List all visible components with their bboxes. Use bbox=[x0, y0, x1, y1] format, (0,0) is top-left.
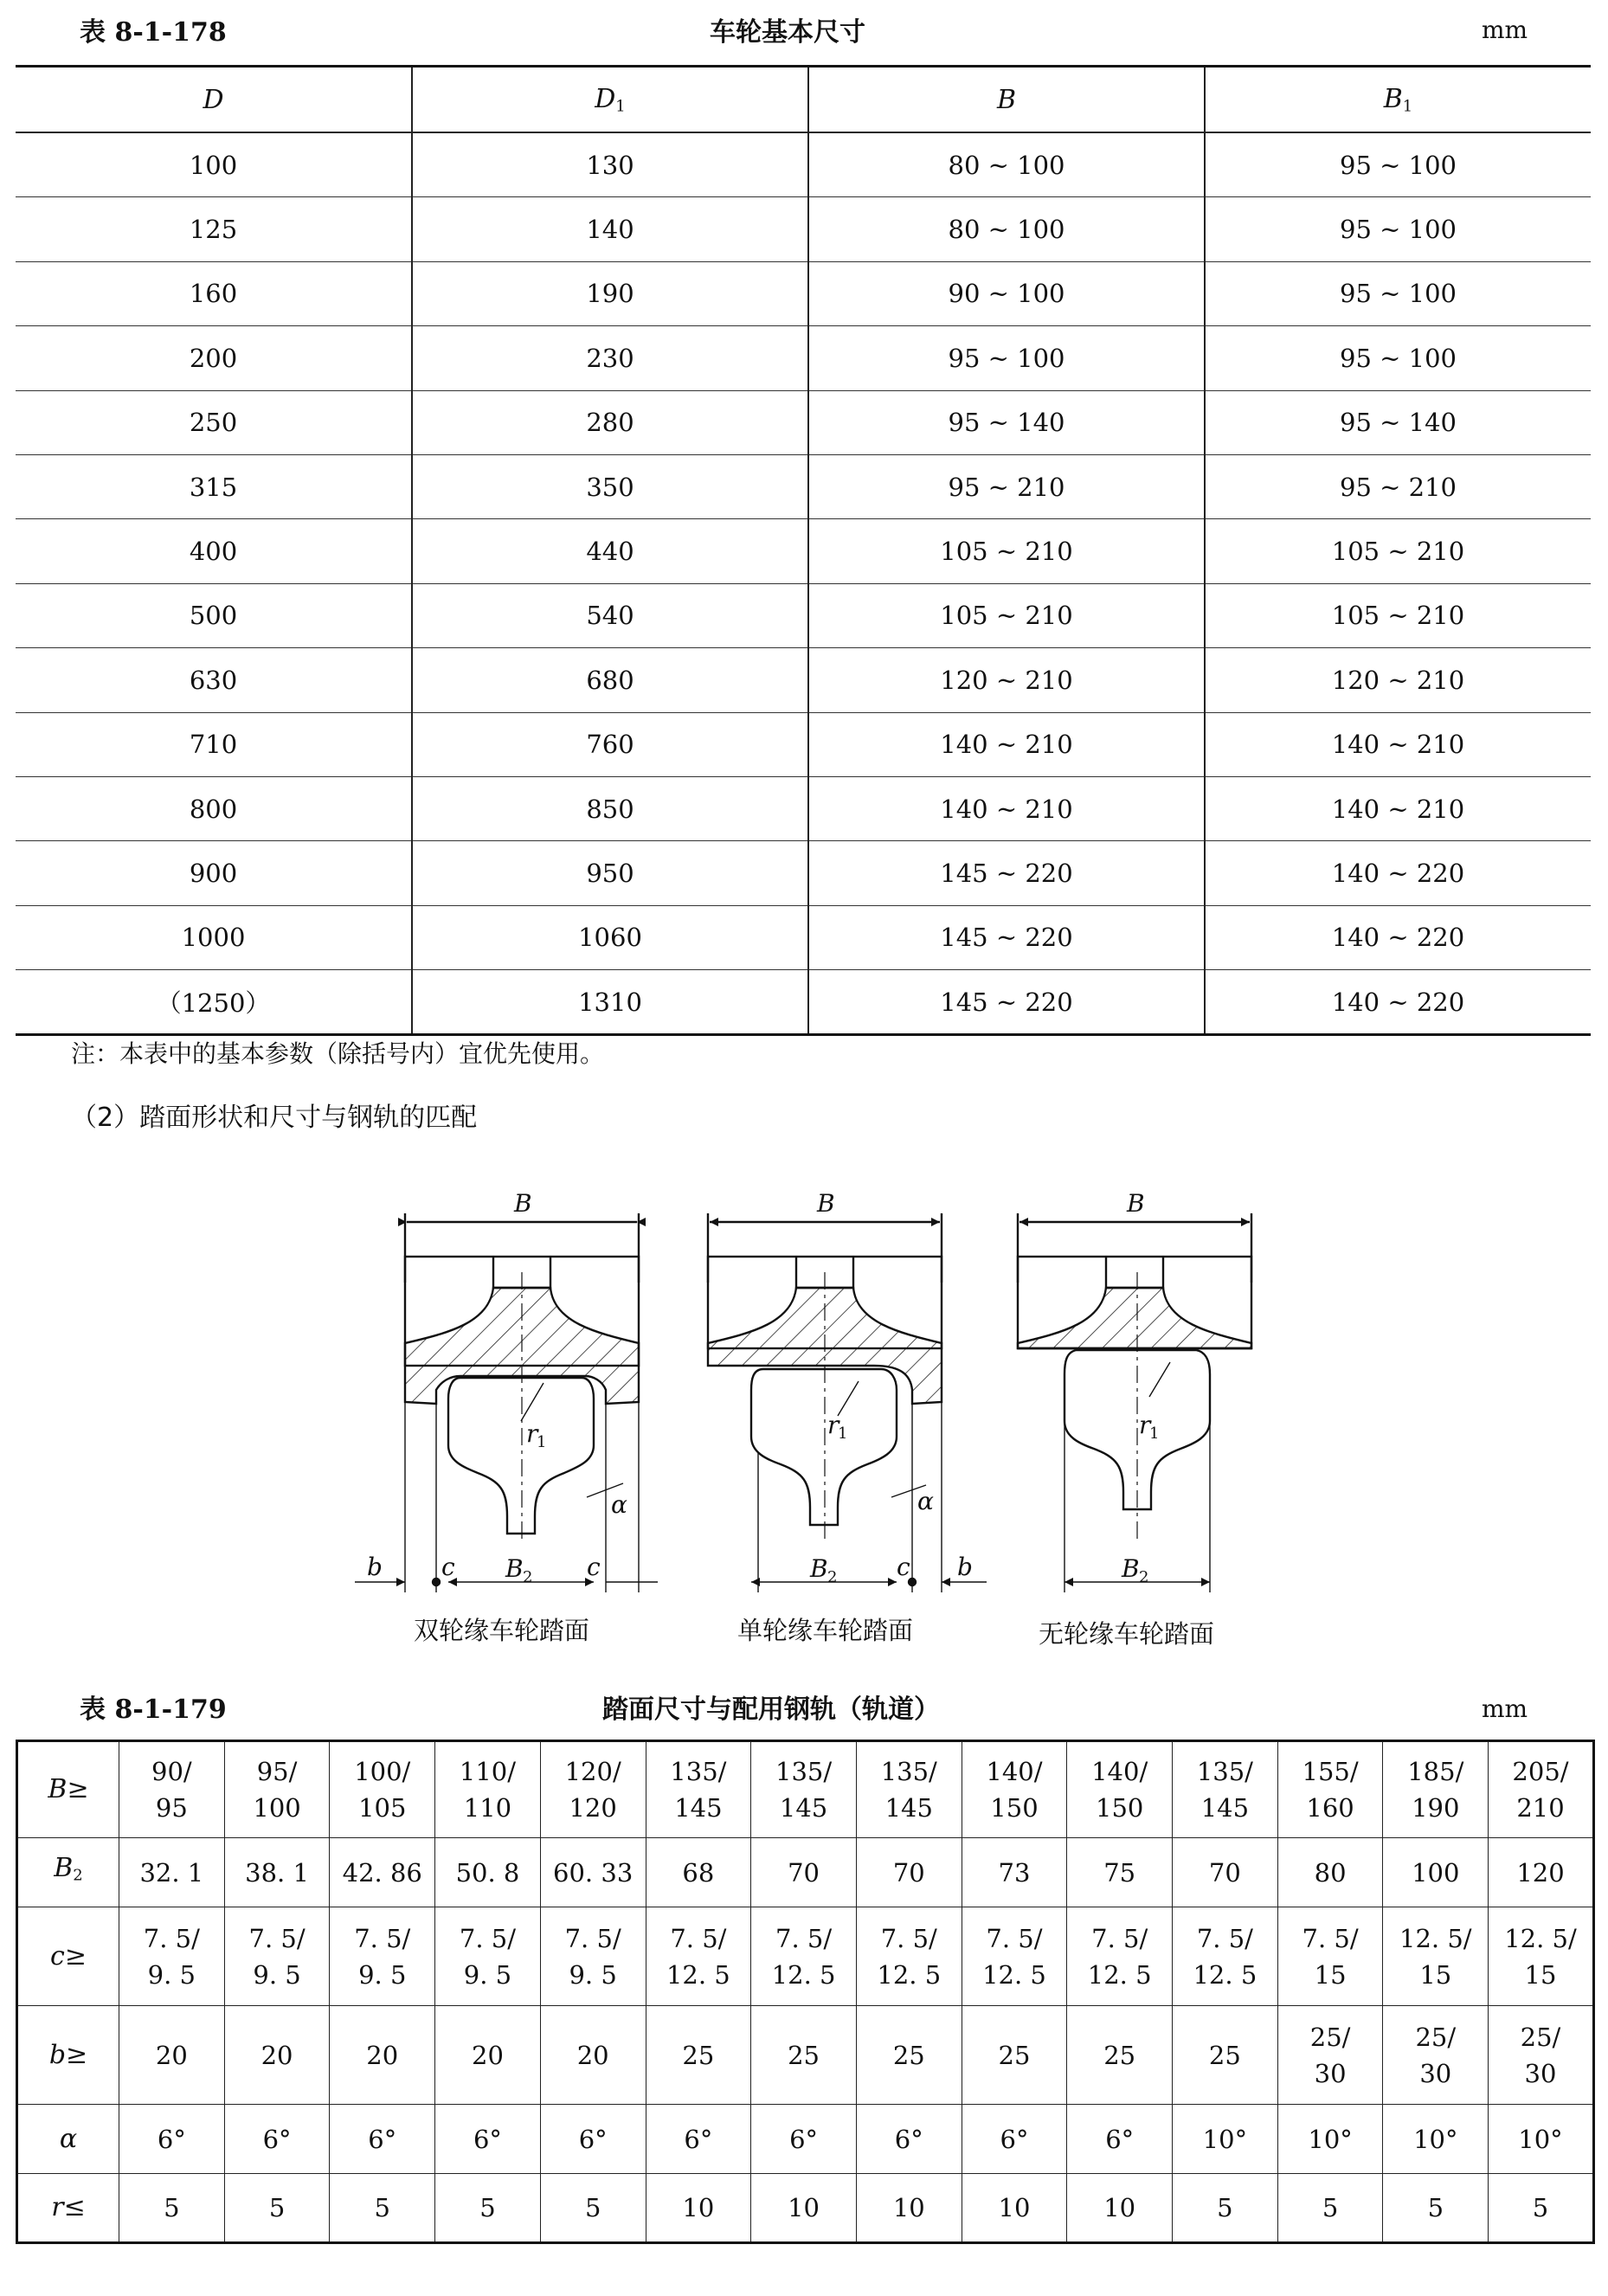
table-cell: 400 bbox=[16, 519, 412, 583]
table-cell: 800 bbox=[16, 776, 412, 840]
table-cell: 950 bbox=[412, 841, 808, 905]
table-cell: 7. 5/ 12. 5 bbox=[1173, 1907, 1278, 2006]
table-cell: 145 ~ 220 bbox=[808, 841, 1205, 905]
table-cell: 95 ~ 140 bbox=[1205, 390, 1591, 454]
table-cell: 440 bbox=[412, 519, 808, 583]
table-cell: 1000 bbox=[16, 905, 412, 969]
table-cell: 105 ~ 210 bbox=[808, 519, 1205, 583]
figure-caption-double-flange: 双轮缘车轮踏面 bbox=[414, 1616, 590, 1645]
table-cell: 140/ 150 bbox=[1067, 1741, 1173, 1838]
w2-B-label: B bbox=[817, 1189, 835, 1218]
w1-r1-sub: 1 bbox=[537, 1433, 547, 1451]
table-cell: 7. 5/ 15 bbox=[1277, 1907, 1383, 2006]
table-row bbox=[16, 583, 1591, 647]
table-cell: 75 bbox=[1067, 1838, 1173, 1907]
row-label: c≥ bbox=[17, 1907, 119, 2006]
table2-title: 踏面尺寸与配用钢轨（轨道） bbox=[602, 1695, 940, 1725]
table-cell: 135/ 145 bbox=[1173, 1741, 1278, 1838]
row-label: $B_2$ bbox=[17, 1838, 119, 1907]
table-cell: 145 ~ 220 bbox=[808, 970, 1205, 1035]
table-cell: 6° bbox=[962, 2105, 1067, 2174]
row-label: α bbox=[17, 2105, 119, 2174]
table-cell: 140 ~ 220 bbox=[1205, 905, 1591, 969]
table-cell: 7. 5/ 9. 5 bbox=[435, 1907, 541, 2006]
table-cell: 10 bbox=[751, 2174, 857, 2243]
table1-header-row bbox=[16, 67, 1591, 133]
tread-rail-matching-table bbox=[16, 1740, 1595, 2244]
table-cell: （1250） bbox=[16, 970, 412, 1035]
table-cell: 5 bbox=[1173, 2174, 1278, 2243]
table-cell: 95 ~ 100 bbox=[808, 326, 1205, 390]
table-cell: 105 ~ 210 bbox=[808, 583, 1205, 647]
table1-header-1: $D_1$ bbox=[412, 67, 808, 133]
table-cell: 7. 5/ 9. 5 bbox=[224, 1907, 330, 2006]
table-cell: 6° bbox=[435, 2105, 541, 2174]
table-cell: 1060 bbox=[412, 905, 808, 969]
table-cell: 73 bbox=[962, 1838, 1067, 1907]
table-cell: 10° bbox=[1383, 2105, 1489, 2174]
table-cell: 80 ~ 100 bbox=[808, 197, 1205, 261]
table-cell: 630 bbox=[16, 648, 412, 712]
table-cell: 110/ 110 bbox=[435, 1741, 541, 1838]
table-cell: 140 ~ 210 bbox=[808, 776, 1205, 840]
w2-B2-label: B bbox=[810, 1554, 828, 1583]
table-cell: 6° bbox=[540, 2105, 646, 2174]
table-cell: 7. 5/ 9. 5 bbox=[540, 1907, 646, 2006]
table-cell: 80 ~ 100 bbox=[808, 132, 1205, 197]
table-row bbox=[16, 197, 1591, 261]
table-cell: 20 bbox=[119, 2006, 225, 2105]
table-cell: 10° bbox=[1173, 2105, 1278, 2174]
w1-b-label: b bbox=[367, 1553, 383, 1581]
table-cell: 5 bbox=[1383, 2174, 1489, 2243]
table1-body bbox=[16, 132, 1591, 1035]
table-cell: 5 bbox=[540, 2174, 646, 2243]
table-cell: 10 bbox=[856, 2174, 962, 2243]
table-cell: 680 bbox=[412, 648, 808, 712]
table-cell: 1310 bbox=[412, 970, 808, 1035]
w1-B-label: B bbox=[514, 1189, 532, 1218]
w3-B-label: B bbox=[1127, 1189, 1145, 1218]
table-cell: 230 bbox=[412, 326, 808, 390]
table-row bbox=[16, 712, 1591, 776]
table1-title: 车轮基本尺寸 bbox=[710, 17, 865, 48]
table-cell: 7. 5/ 12. 5 bbox=[856, 1907, 962, 2006]
table-cell: 6° bbox=[119, 2105, 225, 2174]
table-cell: 500 bbox=[16, 583, 412, 647]
table-row bbox=[16, 132, 1591, 197]
flangeless-wheel-drawing bbox=[1018, 1213, 1251, 1592]
table-cell: 10° bbox=[1489, 2105, 1594, 2174]
table-cell: 140/ 150 bbox=[962, 1741, 1067, 1838]
table-row bbox=[16, 841, 1591, 905]
table-cell: 60. 33 bbox=[540, 1838, 646, 1907]
table-cell: 140 ~ 210 bbox=[808, 712, 1205, 776]
table-cell: 20 bbox=[224, 2006, 330, 2105]
table-cell: 95 ~ 140 bbox=[808, 390, 1205, 454]
table-cell: 6° bbox=[1067, 2105, 1173, 2174]
table-row bbox=[16, 970, 1591, 1035]
table-cell: 7. 5/ 12. 5 bbox=[646, 1907, 751, 2006]
table-cell: 12. 5/ 15 bbox=[1489, 1907, 1594, 2006]
w1-c-right-label: c bbox=[587, 1553, 601, 1581]
table-cell: 7. 5/ 9. 5 bbox=[119, 1907, 225, 2006]
table-cell: 120 ~ 210 bbox=[1205, 648, 1591, 712]
table-cell: 540 bbox=[412, 583, 808, 647]
table-cell: 120/ 120 bbox=[540, 1741, 646, 1838]
table-cell: 7. 5/ 9. 5 bbox=[330, 1907, 435, 2006]
table-cell: 850 bbox=[412, 776, 808, 840]
table-cell: 25 bbox=[1173, 2006, 1278, 2105]
table-cell: 10 bbox=[646, 2174, 751, 2243]
table-cell: 140 ~ 220 bbox=[1205, 841, 1591, 905]
w1-alpha-label: α bbox=[611, 1490, 627, 1519]
table2-body bbox=[17, 1741, 1594, 2243]
table-cell: 160 bbox=[16, 261, 412, 325]
table-row bbox=[16, 519, 1591, 583]
w1-B2-label: B bbox=[505, 1554, 524, 1583]
row-label: r≤ bbox=[17, 2174, 119, 2243]
table-cell: 32. 1 bbox=[119, 1838, 225, 1907]
table-cell: 70 bbox=[1173, 1838, 1278, 1907]
table-cell: 95/ 100 bbox=[224, 1741, 330, 1838]
table-cell: 42. 86 bbox=[330, 1838, 435, 1907]
w1-r1-label: r bbox=[526, 1419, 538, 1448]
row-label: B≥ bbox=[17, 1741, 119, 1838]
table-cell: 350 bbox=[412, 454, 808, 518]
table-cell: 140 ~ 210 bbox=[1205, 712, 1591, 776]
table-cell: 90/ 95 bbox=[119, 1741, 225, 1838]
table-cell: 5 bbox=[1489, 2174, 1594, 2243]
table-cell: 200 bbox=[16, 326, 412, 390]
table-cell: 120 bbox=[1489, 1838, 1594, 1907]
table-cell: 205/ 210 bbox=[1489, 1741, 1594, 1838]
table-cell: 10 bbox=[962, 2174, 1067, 2243]
table-cell: 5 bbox=[435, 2174, 541, 2243]
table-cell: 95 ~ 100 bbox=[1205, 326, 1591, 390]
table-cell: 6° bbox=[330, 2105, 435, 2174]
table-cell: 5 bbox=[224, 2174, 330, 2243]
table-cell: 100 bbox=[1383, 1838, 1489, 1907]
table-row bbox=[17, 2174, 1594, 2243]
table-cell: 125 bbox=[16, 197, 412, 261]
table-cell: 20 bbox=[435, 2006, 541, 2105]
table-cell: 760 bbox=[412, 712, 808, 776]
w2-c-label: c bbox=[897, 1553, 910, 1581]
table-cell: 95 ~ 210 bbox=[1205, 454, 1591, 518]
table-cell: 280 bbox=[412, 390, 808, 454]
table-cell: 68 bbox=[646, 1838, 751, 1907]
table-cell: 6° bbox=[856, 2105, 962, 2174]
table-cell: 140 ~ 210 bbox=[1205, 776, 1591, 840]
table-cell: 6° bbox=[646, 2105, 751, 2174]
table-cell: 5 bbox=[330, 2174, 435, 2243]
table-cell: 25 bbox=[751, 2006, 857, 2105]
table-cell: 7. 5/ 12. 5 bbox=[1067, 1907, 1173, 2006]
table-row bbox=[16, 905, 1591, 969]
table1-header-0: D bbox=[16, 67, 412, 133]
table-cell: 135/ 145 bbox=[856, 1741, 962, 1838]
table-cell: 155/ 160 bbox=[1277, 1741, 1383, 1838]
table-cell: 120 ~ 210 bbox=[808, 648, 1205, 712]
tread-profile-figure bbox=[0, 1177, 1608, 1662]
table-cell: 6° bbox=[224, 2105, 330, 2174]
section-heading: （2）踏面形状和尺寸与钢轨的匹配 bbox=[71, 1103, 478, 1133]
table-cell: 5 bbox=[119, 2174, 225, 2243]
table2-unit: mm bbox=[1482, 1695, 1528, 1723]
table-cell: 70 bbox=[856, 1838, 962, 1907]
table-cell: 25 bbox=[856, 2006, 962, 2105]
table-cell: 95 ~ 100 bbox=[1205, 261, 1591, 325]
w3-B2-label: B bbox=[1122, 1554, 1140, 1583]
table-cell: 5 bbox=[1277, 2174, 1383, 2243]
table-cell: 25/ 30 bbox=[1489, 2006, 1594, 2105]
table-row bbox=[17, 2006, 1594, 2105]
table-cell: 25 bbox=[646, 2006, 751, 2105]
table-cell: 185/ 190 bbox=[1383, 1741, 1489, 1838]
table-cell: 6° bbox=[751, 2105, 857, 2174]
table-cell: 250 bbox=[16, 390, 412, 454]
table-cell: 145 ~ 220 bbox=[808, 905, 1205, 969]
table-row bbox=[17, 1741, 1594, 1838]
table-cell: 38. 1 bbox=[224, 1838, 330, 1907]
single-flange-wheel-drawing bbox=[708, 1213, 987, 1592]
table-cell: 100/ 105 bbox=[330, 1741, 435, 1838]
w2-B2-sub: 2 bbox=[827, 1568, 838, 1586]
table-cell: 100 bbox=[16, 132, 412, 197]
double-flange-wheel-drawing bbox=[355, 1213, 658, 1592]
figure-caption-single-flange: 单轮缘车轮踏面 bbox=[737, 1616, 914, 1645]
wheel-dimensions-table bbox=[16, 65, 1591, 1036]
table-cell: 315 bbox=[16, 454, 412, 518]
table-cell: 10° bbox=[1277, 2105, 1383, 2174]
table-row bbox=[16, 454, 1591, 518]
table1-header-2: B bbox=[808, 67, 1205, 133]
table-cell: 25/ 30 bbox=[1277, 2006, 1383, 2105]
table-cell: 105 ~ 210 bbox=[1205, 583, 1591, 647]
table-row bbox=[16, 326, 1591, 390]
table-cell: 95 ~ 210 bbox=[808, 454, 1205, 518]
w1-c-left-label: c bbox=[441, 1553, 455, 1581]
table1-number: 表 8-1-178 bbox=[80, 17, 227, 48]
w2-r1-sub: 1 bbox=[838, 1425, 848, 1443]
table1-note: 注：本表中的基本参数（除括号内）宜优先使用。 bbox=[71, 1039, 605, 1068]
table-row bbox=[17, 2105, 1594, 2174]
table-cell: 25/ 30 bbox=[1383, 2006, 1489, 2105]
table-cell: 7. 5/ 12. 5 bbox=[962, 1907, 1067, 2006]
table-cell: 95 ~ 100 bbox=[1205, 197, 1591, 261]
table-row bbox=[16, 648, 1591, 712]
w2-r1-label: r bbox=[827, 1411, 839, 1439]
w3-B2-sub: 2 bbox=[1139, 1568, 1149, 1586]
table1-header-3: $B_1$ bbox=[1205, 67, 1591, 133]
figure-caption-no-flange: 无轮缘车轮踏面 bbox=[1039, 1619, 1215, 1649]
table-cell: 710 bbox=[16, 712, 412, 776]
table-cell: 70 bbox=[751, 1838, 857, 1907]
table-cell: 90 ~ 100 bbox=[808, 261, 1205, 325]
table-row bbox=[17, 1907, 1594, 2006]
table-cell: 135/ 145 bbox=[646, 1741, 751, 1838]
table-cell: 105 ~ 210 bbox=[1205, 519, 1591, 583]
table1-unit: mm bbox=[1482, 16, 1528, 44]
table-cell: 7. 5/ 12. 5 bbox=[751, 1907, 857, 2006]
table-cell: 130 bbox=[412, 132, 808, 197]
table-cell: 50. 8 bbox=[435, 1838, 541, 1907]
table2-number: 表 8-1-179 bbox=[80, 1695, 227, 1725]
table-cell: 20 bbox=[540, 2006, 646, 2105]
w2-b-label: b bbox=[957, 1553, 973, 1581]
table-cell: 12. 5/ 15 bbox=[1383, 1907, 1489, 2006]
table-cell: 80 bbox=[1277, 1838, 1383, 1907]
table-cell: 140 ~ 220 bbox=[1205, 970, 1591, 1035]
w3-r1-sub: 1 bbox=[1149, 1425, 1160, 1443]
table-row bbox=[16, 261, 1591, 325]
w2-alpha-label: α bbox=[917, 1487, 934, 1515]
row-label: b≥ bbox=[17, 2006, 119, 2105]
table-cell: 10 bbox=[1067, 2174, 1173, 2243]
table-cell: 135/ 145 bbox=[751, 1741, 857, 1838]
table-cell: 140 bbox=[412, 197, 808, 261]
table-row bbox=[17, 1838, 1594, 1907]
table-cell: 20 bbox=[330, 2006, 435, 2105]
w1-B2-sub: 2 bbox=[523, 1568, 533, 1586]
table-row bbox=[16, 776, 1591, 840]
table-cell: 25 bbox=[962, 2006, 1067, 2105]
table-row bbox=[16, 390, 1591, 454]
table-cell: 900 bbox=[16, 841, 412, 905]
table-cell: 25 bbox=[1067, 2006, 1173, 2105]
table-cell: 95 ~ 100 bbox=[1205, 132, 1591, 197]
w3-r1-label: r bbox=[1139, 1411, 1151, 1439]
table-cell: 190 bbox=[412, 261, 808, 325]
